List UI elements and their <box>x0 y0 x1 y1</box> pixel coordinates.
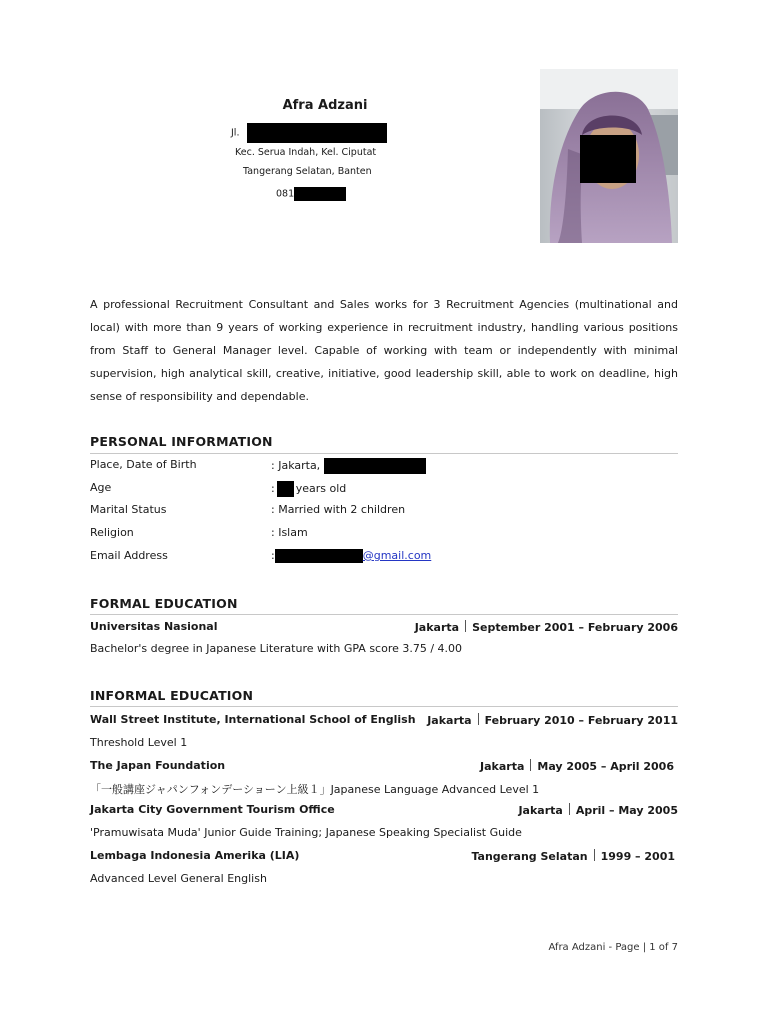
email-link[interactable] <box>275 549 432 562</box>
info-row-email <box>90 549 678 565</box>
page-footer: Afra Adzani - Page | 1 of 7 <box>548 942 678 953</box>
education-entry-header <box>90 713 678 729</box>
education-entry-header <box>90 759 678 775</box>
info-label: Email Address <box>90 549 168 562</box>
entry-period: May 2005 – April 2006 <box>537 760 674 773</box>
entry-meta <box>415 620 678 634</box>
redaction-box <box>324 458 426 474</box>
education-entry-desc: 「一般講座ジャパンフォンデーショーン上級１」Japanese Language Advanced Level 1 <box>90 783 540 796</box>
info-label: Place, Date of Birth <box>90 458 197 471</box>
info-value: : Islam <box>271 526 308 539</box>
education-entry-desc: Advanced Level General English <box>90 872 267 885</box>
phone-line <box>276 187 346 201</box>
separator <box>594 849 595 861</box>
redaction-box <box>247 123 387 143</box>
email-colon: : <box>271 549 275 562</box>
institution-name: Universitas Nasional <box>90 620 218 633</box>
age-colon: : <box>271 482 275 495</box>
entry-meta <box>471 849 675 863</box>
profile-photo <box>540 69 678 243</box>
address-line-1 <box>231 123 387 143</box>
education-entry-header <box>90 849 678 865</box>
entry-period: April – May 2005 <box>575 804 678 817</box>
entry-city: Jakarta <box>480 760 525 773</box>
separator <box>478 713 479 725</box>
redaction-box <box>275 549 363 563</box>
separator <box>465 620 466 632</box>
education-entry-header <box>90 620 678 636</box>
info-value <box>271 458 426 474</box>
education-entry-header <box>90 803 678 819</box>
entry-city: Jakarta <box>518 804 563 817</box>
info-value: : Married with 2 children <box>271 503 406 516</box>
professional-summary: A professional Recruitment Consultant and Sales works for 3 Recruitment Agencies (multinational and local) with more than 9 years of working experience in recruitment industry, handling various positions from Staff to General Manager level. Capable of working with team or independently with minimal supervision, high analytical skill, creative, initiative, good leadership skill, able to work on deadline, high sense of responsibility and dependable. <box>90 298 678 403</box>
address-line-2: Kec. Serua Indah, Kel. Ciputat <box>235 147 377 158</box>
entry-city: Tangerang Selatan <box>471 850 588 863</box>
info-row-birth <box>90 458 678 474</box>
birth-place: : Jakarta, <box>271 459 321 472</box>
phone-prefix: 081 <box>276 188 295 200</box>
info-row-age <box>90 481 678 497</box>
section-divider <box>90 706 678 707</box>
section-divider <box>90 614 678 615</box>
education-entry-desc: Threshold Level 1 <box>90 736 188 749</box>
separator <box>569 803 570 815</box>
age-suffix: years old <box>295 482 347 495</box>
info-label: Age <box>90 481 112 494</box>
email-domain: @gmail.com <box>362 549 432 562</box>
section-title-personal: PERSONAL INFORMATION <box>90 434 273 449</box>
institution-name: Lembaga Indonesia Amerika (LIA) <box>90 849 300 862</box>
address-prefix: Jl. <box>231 127 240 139</box>
institution-name: The Japan Foundation <box>90 759 226 772</box>
info-row-religion <box>90 526 678 542</box>
education-entry-desc: 'Pramuwisata Muda' Junior Guide Training; Japanese Speaking Specialist Guide <box>90 826 522 839</box>
info-label: Religion <box>90 526 134 539</box>
entry-period: September 2001 – February 2006 <box>472 621 678 634</box>
entry-meta <box>480 759 674 773</box>
candidate-name: Afra Adzani <box>282 98 368 113</box>
redaction-box <box>277 481 294 497</box>
info-label: Marital Status <box>90 503 167 516</box>
redaction-box <box>294 187 346 201</box>
institution-name: Wall Street Institute, International School of English <box>90 713 416 726</box>
institution-name: Jakarta City Government Tourism Office <box>90 803 335 816</box>
profile-photo-illustration <box>540 69 678 243</box>
info-row-marital <box>90 503 678 519</box>
entry-meta <box>427 713 678 727</box>
address-line-3: Tangerang Selatan, Banten <box>243 166 372 177</box>
education-entry-desc: Bachelor's degree in Japanese Literature with GPA score 3.75 / 4.00 <box>90 642 463 655</box>
info-value <box>271 549 431 563</box>
section-divider <box>90 453 678 454</box>
info-value <box>271 481 346 497</box>
separator <box>530 759 531 771</box>
section-title-informal: INFORMAL EDUCATION <box>90 688 254 703</box>
entry-period: 1999 – 2001 <box>600 850 675 863</box>
entry-period: February 2010 – February 2011 <box>484 714 678 727</box>
entry-meta <box>518 803 678 817</box>
entry-city: Jakarta <box>414 621 460 634</box>
section-title-formal: FORMAL EDUCATION <box>90 596 238 611</box>
entry-city: Jakarta <box>427 714 472 727</box>
